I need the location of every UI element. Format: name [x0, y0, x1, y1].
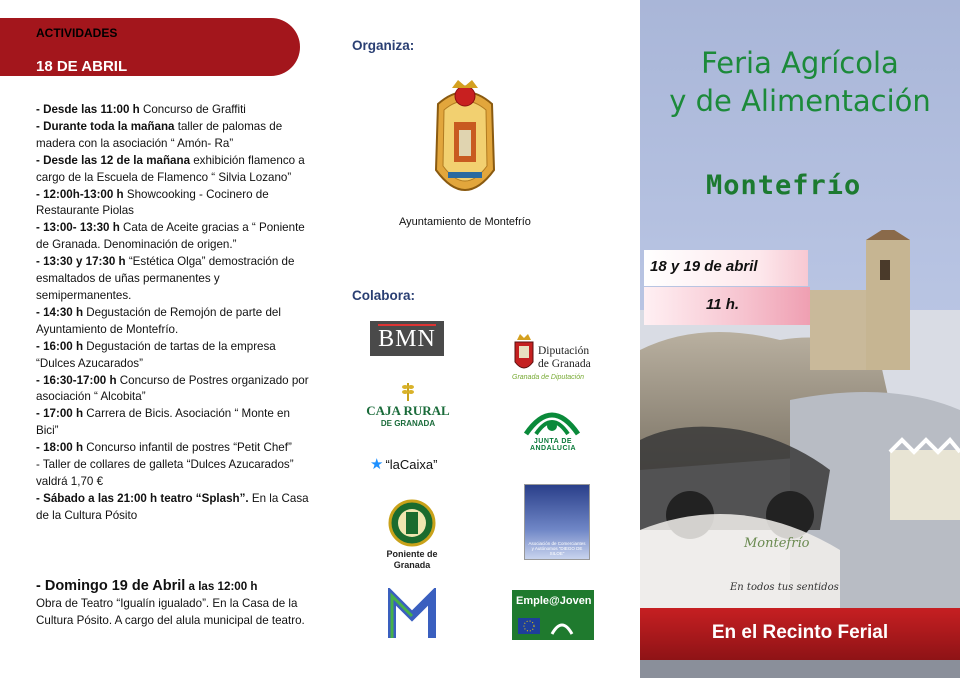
sunday-day: - Domingo 19 de Abril: [36, 578, 186, 594]
organiza-heading: Organiza:: [352, 38, 415, 53]
lacaixa-star-icon: ★: [370, 456, 384, 473]
activities-banner: [0, 18, 300, 76]
town-name: Montefrío: [706, 170, 862, 201]
schedule-item: - Taller de collares de galleta “Dulces Azucarados” valdrá 1,70 €: [36, 458, 294, 488]
banner-label: ACTIVIDADES: [36, 26, 118, 40]
diputacion-crest-icon: [512, 332, 536, 374]
slogan: En todos tus sentidos: [730, 582, 839, 593]
date-box: 18 y 19 de abril: [644, 250, 808, 286]
sunday-text: Obra de Teatro “Igualín igualado”. En la Casa de la Cultura Pósito. A cargo del alula municipal de teatro.: [36, 597, 305, 627]
bmn-logo: BMN: [370, 321, 444, 356]
montefrio-signature: Montefrío: [744, 536, 810, 551]
venue-footer: En el Recinto Ferial: [640, 608, 960, 660]
ayuntamiento-label: Ayuntamiento de Montefrío: [399, 216, 531, 228]
caja-rural-logo: CAJA RURAL DE GRANADA: [366, 381, 450, 428]
diputacion-subtitle: Granada de Diputación: [512, 374, 584, 381]
schedule-item: - 14:30 h Degustación de Remojón de parte del Ayuntamiento de Montefrío.: [36, 305, 281, 336]
schedule-item: - Durante toda la mañana taller de palomas de madera con la asociación “ Amón- Ra”: [36, 119, 283, 150]
schedule-item: - Desde las 12 de la mañana exhibición flamenco a cargo de la Escuela de Flamenco “ Silvia Lozano”: [36, 153, 305, 184]
bottom-strip: [640, 660, 960, 678]
sunday-mid: a las: [185, 580, 218, 593]
schedule-item: - Sábado a las 21:00 h teatro “Splash”. En la Casa de la Cultura Pósito: [36, 491, 309, 522]
emplea-joven-logo: Emple@Joven: [512, 590, 594, 640]
junta-andalucia-logo-icon: [520, 400, 584, 436]
activities-panel: [0, 0, 320, 678]
diputacion-name: Diputación de Granada: [538, 345, 591, 370]
comerciantes-logo: Asociación de Comerciantes y Autónomos “DIEGO DE SILOE”: [524, 484, 590, 560]
schedule-item: - 13:00- 13:30 h Cata de Aceite gracias a “ Poniente de Granada. Denominación de origen.”: [36, 221, 305, 252]
schedule-item: - 13:30 y 17:30 h “Estética Olga” demostración de esmaltados de uñas permanentes y semipermanentes.: [36, 255, 295, 302]
wheat-icon: [399, 381, 417, 401]
eu-flag-icon: [518, 616, 588, 636]
feria-m-logo-icon: [384, 588, 440, 644]
schedule-item: - 12:00h-13:00 h Showcooking - Cocinero de Restaurante Piolas: [36, 187, 269, 218]
poniente-granada-seal-icon: [388, 498, 436, 548]
montefrio-crest-icon: [428, 74, 502, 206]
schedule-item: - Desde las 11:00 h Concurso de Graffiti: [36, 103, 246, 116]
sunday-time: 12:00 h: [217, 580, 258, 593]
sunday-event: [36, 578, 312, 629]
fair-title: Feria Agrícola y de Alimentación: [669, 46, 931, 118]
schedule-item: - 16:00 h Degustación de tartas de la empresa “Dulces Azucarados”: [36, 339, 276, 370]
lacaixa-logo: ★ “laCaixa”: [370, 456, 438, 473]
time-box: 11 h.: [644, 287, 810, 325]
banner-date: 18 DE ABRIL: [36, 58, 128, 75]
schedule-item: - 16:30-17:00 h Concurso de Postres organizado por asociación “ Alcobita”: [36, 373, 309, 404]
schedule-item: - 18:00 h Concurso infantil de postres “Petit Chef”: [36, 441, 292, 455]
schedule-item: - 17:00 h Carrera de Bicis. Asociación “ Monte en Bici”: [36, 407, 290, 438]
junta-label: JUNTA DE ANDALUCIA: [529, 438, 577, 452]
poniente-label: Poniente de Granada: [386, 549, 438, 570]
colabora-heading: Colabora:: [352, 288, 416, 303]
schedule-list: [36, 102, 312, 525]
